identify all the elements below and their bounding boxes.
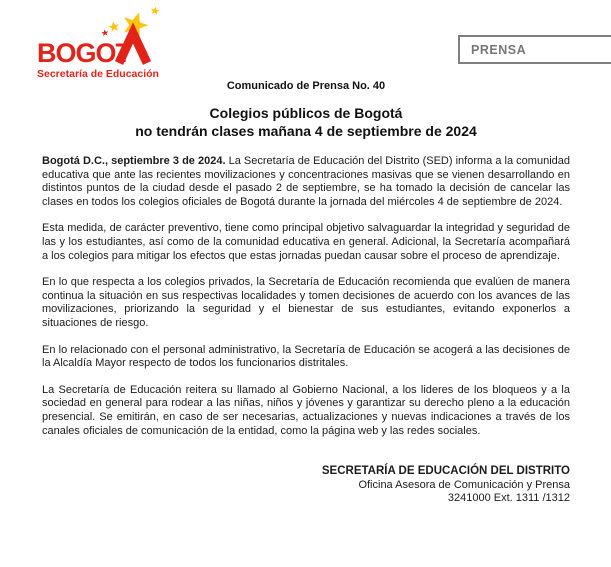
paragraph-4-text: En lo relacionado con el personal administrativo, la Secretaría de Educación se acogerá a las decisiones de la Alcaldía Mayor respecto de todos los funcionarios distritales.	[42, 343, 570, 370]
logo-subtitle-text: Secretaría de Educación	[37, 68, 159, 80]
prensa-label-box	[458, 35, 611, 64]
signature-office: Oficina Asesora de Comunicación y Prensa	[358, 478, 570, 491]
title-line-2: no tendrán clases mañana 4 de septiembre de 2024	[135, 123, 477, 139]
paragraph-5-text: La Secretaría de Educación reitera su llamado al Gobierno Nacional, a los lideres de los bloqueos y a la sociedad en general para rodear a las niñas, niños y jóvenes y garantizar su derecho pleno a la educación presencial. Se emitirán, en caso de ser necesarias, actualizaciones y nuevas indicaciones a través de los canales oficiales de comunicación de la entidad, como la página web y las redes sociales.	[42, 383, 570, 437]
bogota-sed-logo	[34, 6, 174, 84]
paragraph-2-text: Esta medida, de carácter preventivo, tiene como principal objetivo salvaguardar la integridad y seguridad de las y los estudiantes, así como de la comunidad educativa en general. Adicional, la Secretaría acompañará a los colegios para mitigar los efectos que estas jornadas puedan causar sobre el proceso de aprendizaje.	[42, 222, 570, 262]
document-title	[42, 104, 570, 140]
paragraph-1	[42, 155, 570, 209]
signature-block	[42, 465, 570, 506]
logo-wordmark-text: BOGOT	[37, 38, 131, 68]
paragraph-1-text: La Secretaría de Educación del Distrito (SED) informa a la comunidad educativa que ante las recientes movilizaciones y concentraciones masivas que se vienen desarrollando en distintos puntos de la ciudad desde el pasado 2 de septiembre, se ha tomado la decisión de cancelar las clases en todos los colegios oficiales de Bogotá durante la jornada del miércoles 4 de septiembre de 2024.	[42, 155, 570, 208]
document-content	[42, 80, 570, 506]
title-line-1: Colegios públicos de Bogotá	[209, 105, 403, 121]
paragraph-3-text: En lo que respecta a los colegios privados, la Secretaría de Educación recomienda que evalúen de manera continua la situación en sus respectivas localidades y tomen decisiones de acuerdo con los avances de las movilizaciones, priorizando la seguridad y el bienestar de sus estudiantes, evitando exponerlos a situaciones de riesgo.	[42, 276, 570, 329]
prensa-label: PRENSA	[471, 42, 527, 57]
press-release-number: Comunicado de Prensa No. 40	[226, 80, 386, 92]
signature-phone: 3241000 Ext. 1311 /1312	[447, 492, 570, 505]
paragraph-4	[42, 344, 570, 371]
paragraph-5	[42, 384, 570, 438]
bogota-logo-graphic	[34, 6, 174, 84]
paragraph-1-dateline: Bogotá D.C., septiembre 3 de 2024.	[42, 155, 226, 167]
signature-entity: SECRETARÍA DE EDUCACIÓN DEL DISTRITO	[321, 465, 570, 478]
paragraph-3	[42, 276, 570, 330]
paragraph-2	[42, 222, 570, 263]
